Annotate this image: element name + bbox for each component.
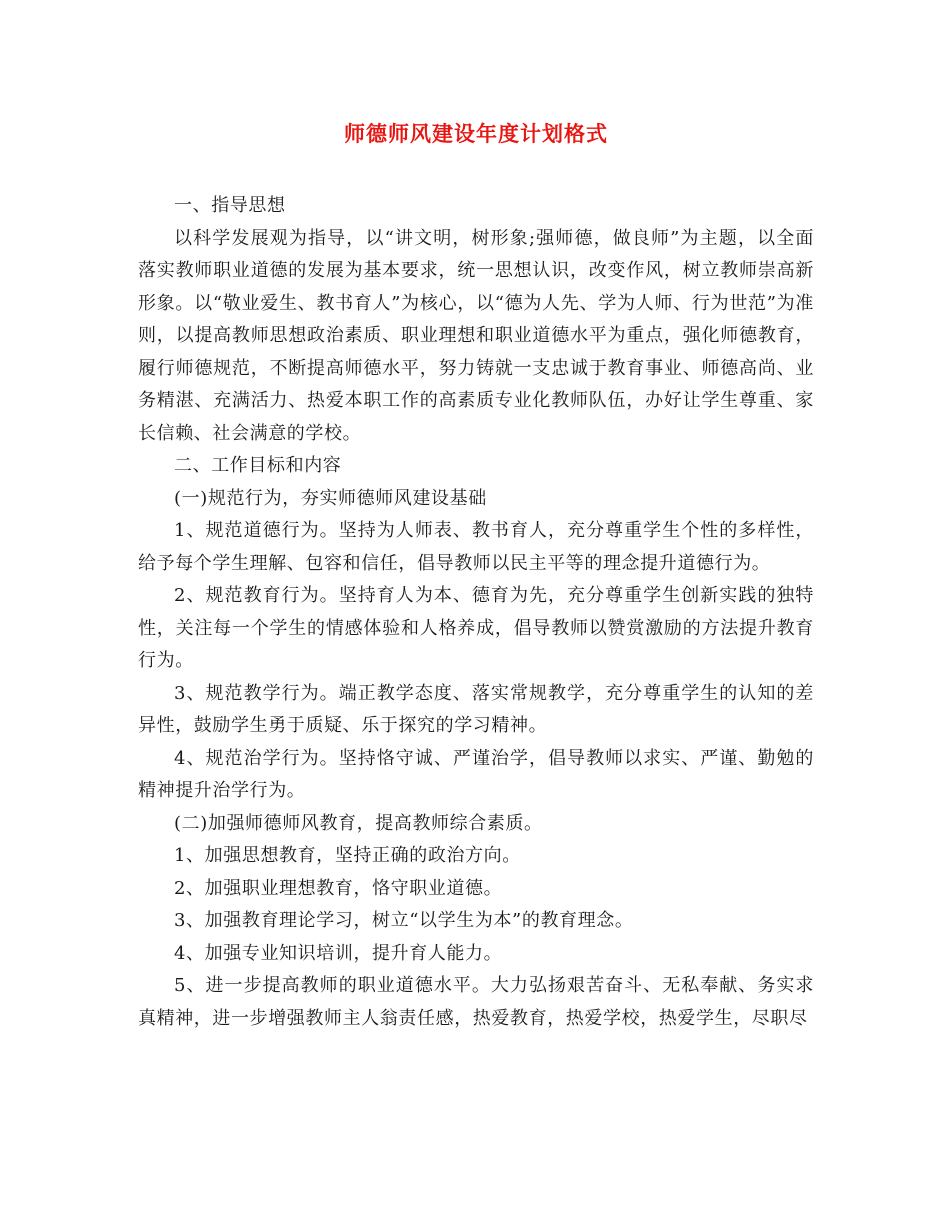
paragraph-subsection-1-heading: (一)规范行为，夯实师德师风建设基础 [174, 487, 487, 509]
paragraph-sub-item-1: 1、加强思想教育，坚持正确的政治方向。 [174, 845, 521, 866]
paragraph-item-1: 1、规范道德行为。坚持为人师表、教书育人，充分尊重学生个性的多样性，给予每个学生理解、包容和信任，倡导教师以民主平等的理念提升道德行为。 [138, 520, 814, 574]
paragraph-sub-item-3: 3、加强教育理论学习，树立“以学生为本”的教育理念。 [174, 910, 634, 931]
paragraph-sub-item-2: 2、加强职业理想教育，恪守职业道德。 [174, 877, 503, 899]
paragraph-item-4: 4、规范治学行为。坚持恪守诚、严谨治学，倡导教师以求实、严谨、勤勉的精神提升治学行为。 [138, 747, 814, 801]
paragraph-section-2-heading: 二、工作目标和内容 [174, 455, 342, 476]
paragraph-item-3: 3、规范教学行为。端正教学态度、落实常规教学，充分尊重学生的认知的差异性，鼓励学生勇于质疑、乐于探究的学习精神。 [138, 682, 814, 736]
paragraph-sub-item-4: 4、加强专业知识培训，提升育人能力。 [174, 942, 503, 964]
document-page [138, 118, 814, 1035]
document-body [138, 190, 814, 1035]
paragraph-sub-item-5: 5、进一步提高教师的职业道德水平。大力弘扬艰苦奋斗、无私奉献、务实求真精神，进一步增强教师主人翁责任感，热爱教育，热爱学校，热爱学生，尽职尽 [138, 975, 814, 1029]
document-title: 师德师风建设年度计划格式 [344, 121, 608, 146]
paragraph-subsection-2-heading: (二)加强师德师风教育，提高教师综合素质。 [174, 812, 543, 834]
paragraph-item-2: 2、规范教育行为。坚持育人为本、德育为先，充分尊重学生创新实践的独特性，关注每一个学生的情感体验和人格养成，倡导教师以赞赏激励的方法提升教育行为。 [138, 585, 814, 671]
paragraph-section-1-heading: 一、指导思想 [174, 195, 286, 216]
paragraph-guiding-ideology: 以科学发展观为指导，以“讲文明，树形象;强师德，做良师”为主题，以全面落实教师职业道德的发展为基本要求，统一思想认识，改变作风，树立教师崇高新形象。以“敬业爱生、教书育人”为核心，以“德为人先、学为人师、行为世范”为准则，以提高教师思想政治素质、职业理想和职业道德水平为重点，强化师德教育，履行师德规范，不断提高师德水平，努力铸就一支忠诚于教育事业、师德高尚、业务精湛、充满活力、热爱本职工作的高素质专业化教师队伍，办好让学生尊重、家长信赖、社会满意的学校。 [138, 227, 814, 444]
